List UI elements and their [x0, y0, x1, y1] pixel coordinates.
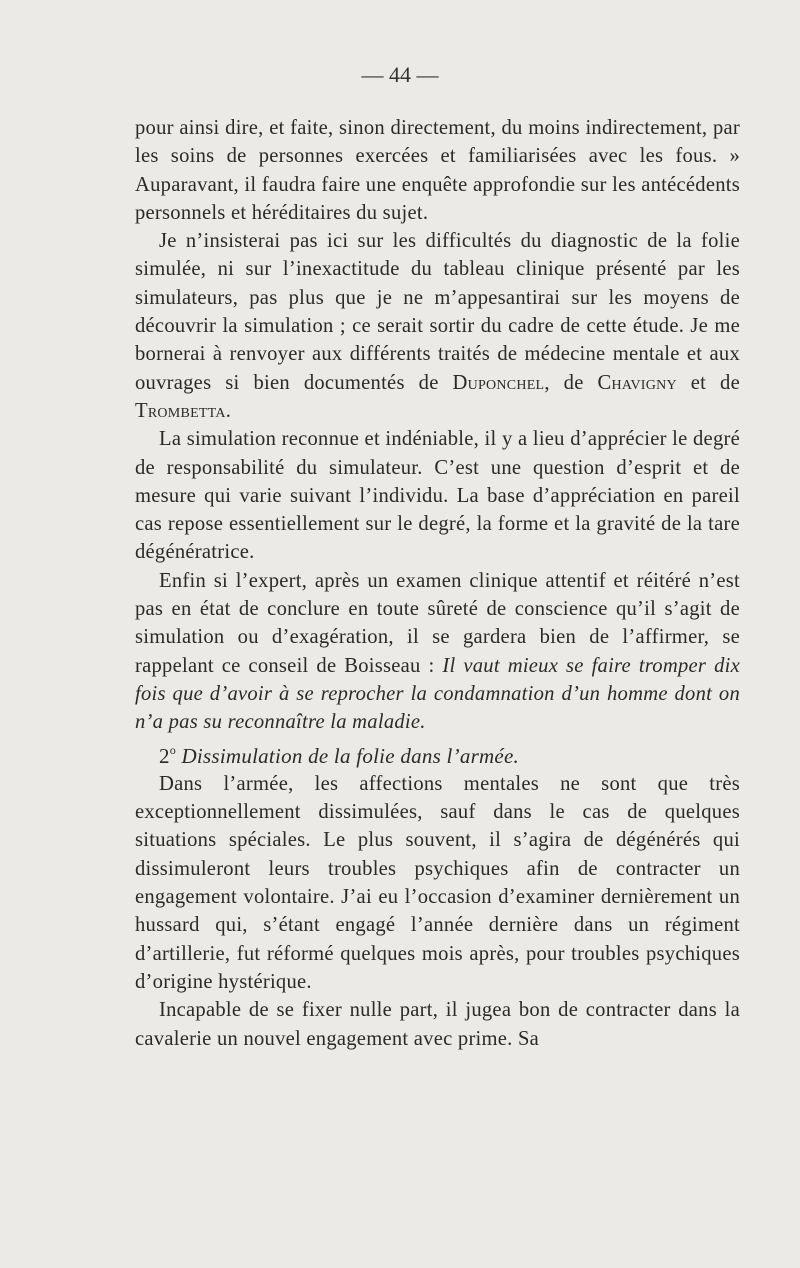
section-ordinal-mark: o [169, 742, 176, 757]
section-heading [135, 737, 740, 770]
author-trombetta: Trombetta [135, 399, 226, 422]
paragraph-4 [135, 567, 740, 737]
author-duponchel: Duponchel [452, 371, 545, 394]
paragraph-1: pour ainsi dire, et faite, sinon directement, du moins indirectement, par les soins de personnes exercées et familiarisées avec les fous. » Auparavant, il faudra faire une enquête approfondie sur les antécédents personnels et héréditaires du sujet. [135, 117, 740, 224]
paragraph-2-end: . [225, 399, 232, 422]
paragraph-2 [135, 227, 740, 425]
paragraph-3: La simulation reconnue et indéniable, il y a lieu d’apprécier le degré de responsabilité du simulateur. C’est une question d’esprit et de mesure qui varie suivant l’individu. La base d’appréciation en pareil cas repose essentiellement sur le degré, la forme et la gravité de la tare dégénératrice. [135, 428, 740, 564]
section-title: Dissimulation de la folie dans l’armée. [181, 743, 520, 768]
section-number: 2 [159, 743, 170, 768]
page-number: — 44 — [361, 62, 439, 87]
paragraph-2-sep2: et de [690, 371, 740, 394]
author-chavigny: Chavigny [597, 371, 677, 394]
paragraph-6: Incapable de se fixer nulle part, il jugea bon de contracter dans la cavalerie un nouvel engagement avec prime. Sa [135, 999, 740, 1050]
paragraph-5: Dans l’armée, les affections mentales ne sont que très exceptionnellement dissimulées, sauf dans le cas de quelques situations spéciales. Le plus souvent, il s’agira de dégénérés qui dissimuleront leurs troubles psychiques afin de contracter un engagement volontaire. J’ai eu l’occasion d’examiner dernièrement un hussard qui, s’étant engagé l’année dernière dans un régiment d’artillerie, fut réformé quelques mois après, pour troubles psychiques d’origine hystérique. [135, 772, 740, 993]
paragraph-2-sep1: , de [544, 371, 584, 394]
body-text [135, 114, 740, 1053]
paragraph-4-text: Enfin si l’expert, après un examen clinique attentif et réitéré n’est pas en état de conclure en toute sûreté de conscience qu’il s’agit de simulation ou d’exagération, il se gardera bien de l’affirmer, se rappelant ce conseil de Boisseau : [135, 569, 740, 677]
quote-boisseau: Il vaut mieux se faire tromper dix fois que d’avoir à se reprocher la condamnation d’un homme dont on n’a pas su reconnaître la maladie. [135, 654, 740, 734]
paragraph-2-text: Je n’insisterai pas ici sur les difficultés du diagnostic de la folie simulée, ni sur l’inexactitude du tableau clinique présenté par les simulateurs, pas plus que je ne m’appesantirai sur les moyens de découvrir la simulation ; ce serait sortir du cadre de cette étude. Je me bornerai à renvoyer aux différents traités de médecine mentale et aux ouvrages si bien documentés de [135, 230, 740, 394]
